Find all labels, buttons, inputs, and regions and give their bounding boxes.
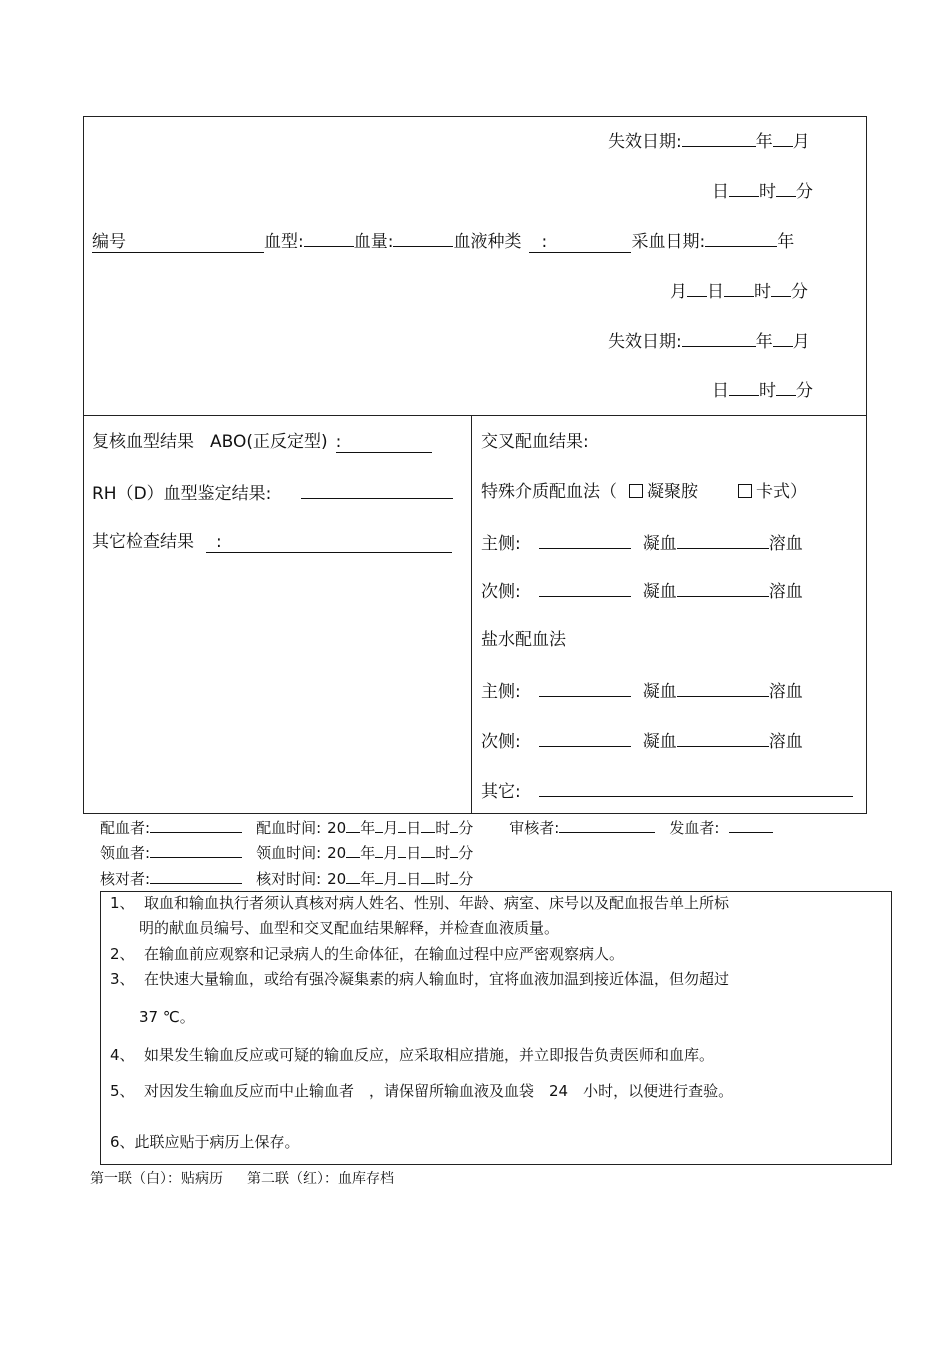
expiry-hour-field[interactable] — [729, 180, 759, 197]
reviewer-field[interactable] — [559, 818, 655, 833]
card-checkbox[interactable] — [738, 484, 752, 498]
note-4: 4、 如果发生输血反应或可疑的输血反应，应采取相应措施，并立即报告负责医师和血库。 — [110, 1046, 715, 1064]
blood-type-field[interactable] — [304, 230, 354, 247]
blood-form-box — [83, 116, 867, 814]
collect-minute-field[interactable] — [771, 280, 791, 297]
sign-row-3: 核对者: 核对时间: 20 年 月 日 时 分 — [100, 870, 474, 888]
saline-major-hemolysis-field[interactable] — [677, 680, 769, 697]
volume-field[interactable] — [393, 230, 453, 247]
note-6: 6、此联应贴于病历上保存。 — [110, 1133, 300, 1151]
abo-field[interactable]: : — [336, 432, 432, 453]
note-1-cont: 明的献血员编号、血型和交叉配血结果解释，并检查血液质量。 — [139, 919, 560, 937]
checker-field[interactable] — [150, 869, 242, 884]
rh-field[interactable] — [301, 482, 453, 499]
saline-minor-field[interactable] — [539, 730, 631, 747]
expiry-time-row-1: 日 时 分 — [712, 182, 813, 202]
note-5: 5、 对因发生输血反应而中止输血者 ，请保留所输血液及血袋 24 小时，以便进行查验。 — [110, 1082, 734, 1100]
check-year-field[interactable] — [346, 869, 360, 884]
sign-row-2: 领血者: 领血时间: 20 年 月 日 时 分 — [100, 844, 474, 862]
special-major-field[interactable] — [539, 532, 631, 549]
abo-row: 复核血型结果 ABO(正反定型) : — [92, 432, 432, 453]
polybrene-checkbox[interactable] — [629, 484, 643, 498]
note-1: 1、 取血和输血执行者须认真核对病人姓名、性别、年龄、病室、床号以及配血报告单上所标 — [110, 894, 730, 912]
saline-minor-row: 次侧: 凝血 溶血 — [481, 732, 803, 752]
number-field[interactable]: 编号 — [92, 232, 264, 253]
note-3-cont: 37 ℃。 — [139, 1008, 195, 1026]
matcher-field[interactable] — [150, 818, 242, 833]
special-minor-row: 次侧: 凝血 溶血 — [481, 582, 803, 602]
collect-day-field[interactable] — [687, 280, 707, 297]
cross-other-field[interactable] — [539, 780, 853, 797]
expiry2-minute-field[interactable] — [776, 379, 796, 396]
expiry2-hour-field[interactable] — [729, 379, 759, 396]
section-divider — [83, 415, 867, 416]
other-exam-field[interactable]: : — [206, 532, 452, 553]
collect-year-field[interactable] — [705, 230, 777, 247]
match-year-field[interactable] — [346, 818, 360, 833]
product-field[interactable]: : — [529, 232, 631, 253]
expiry-month-field[interactable] — [773, 130, 793, 147]
special-method-row: 特殊介质配血法（ 凝聚胺 卡式） — [481, 482, 807, 502]
expiry2-month-field[interactable] — [773, 330, 793, 347]
expiry-date-row-2: 失效日期: 年 月 — [608, 332, 810, 352]
collect-hour-field[interactable] — [724, 280, 754, 297]
copy-info: 第一联（白）：贴病历 第二联（红）：血库存档 — [90, 1171, 394, 1187]
receive-hour-field[interactable] — [421, 843, 435, 858]
special-major-hemolysis-field[interactable] — [677, 532, 769, 549]
collect-time-row: 月 日 时 分 — [670, 282, 808, 302]
other-exam-row: 其它检查结果 : — [92, 532, 452, 553]
sign-row-1: 配血者: 配血时间: 20 年 月 日 时 分 审核者: 发血者: — [100, 818, 773, 838]
saline-major-field[interactable] — [539, 680, 631, 697]
blood-info-row: 编号 血型: 血量: 血液种类 : 采血日期: 年 — [92, 232, 795, 252]
rh-row: RH（D）血型鉴定结果: — [92, 482, 453, 504]
saline-title: 盐水配血法 — [481, 630, 566, 650]
expiry-minute-field[interactable] — [776, 180, 796, 197]
issuer-field[interactable] — [729, 818, 773, 833]
match-hour-field[interactable] — [421, 818, 435, 833]
special-minor-field[interactable] — [539, 580, 631, 597]
expiry2-year-field[interactable] — [682, 330, 756, 347]
expiry-date-row-1: 失效日期: 年 月 — [608, 132, 810, 152]
note-3: 3、 在快速大量输血，或给有强冷凝集素的病人输血时，宜将血液加温到接近体温，但勿超过 — [110, 970, 730, 988]
expiry-year-field[interactable] — [682, 130, 756, 147]
column-divider — [471, 415, 472, 814]
special-major-row: 主侧: 凝血 溶血 — [481, 534, 803, 554]
check-hour-field[interactable] — [421, 869, 435, 884]
receiver-field[interactable] — [150, 843, 242, 858]
cross-other-row: 其它: — [481, 780, 853, 802]
saline-major-row: 主侧: 凝血 溶血 — [481, 682, 803, 702]
receive-year-field[interactable] — [346, 843, 360, 858]
special-minor-hemolysis-field[interactable] — [677, 580, 769, 597]
cross-match-title: 交叉配血结果: — [481, 432, 589, 452]
note-2: 2、 在输血前应观察和记录病人的生命体征，在输血过程中应严密观察病人。 — [110, 945, 625, 963]
expiry-time-row-2: 日 时 分 — [712, 381, 813, 401]
saline-minor-hemolysis-field[interactable] — [677, 730, 769, 747]
